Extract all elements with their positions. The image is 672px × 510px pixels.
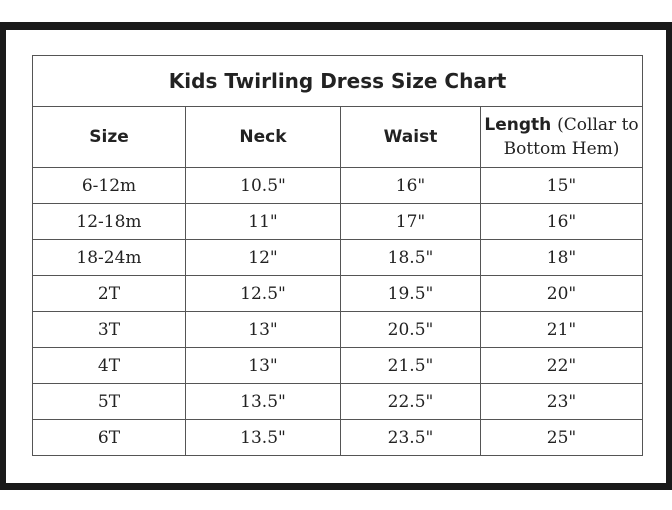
header-length [481,107,643,168]
cell-neck: 12" [186,240,341,276]
cell-neck: 12.5" [186,276,341,312]
cell-neck: 13.5" [186,384,341,420]
cell-waist: 19.5" [341,276,481,312]
cell-size: 2T [33,276,186,312]
cell-size: 6T [33,420,186,456]
cell-neck: 13" [186,312,341,348]
cell-neck: 13" [186,348,341,384]
cell-length: 22" [481,348,643,384]
table-row [33,240,643,276]
cell-length: 20" [481,276,643,312]
cell-waist: 17" [341,204,481,240]
table-body [33,168,643,456]
table-row [33,312,643,348]
cell-waist: 22.5" [341,384,481,420]
cell-size: 3T [33,312,186,348]
header-length-line2: Bottom Hem) [503,139,620,159]
cell-neck: 11" [186,204,341,240]
header-waist: Waist [341,107,481,168]
cell-length: 18" [481,240,643,276]
size-chart-table [32,55,643,456]
table-row [33,384,643,420]
table-row [33,420,643,456]
header-size: Size [33,107,186,168]
cell-waist: 20.5" [341,312,481,348]
cell-length: 25" [481,420,643,456]
cell-neck: 13.5" [186,420,341,456]
table-row [33,204,643,240]
cell-size: 18-24m [33,240,186,276]
table-row [33,348,643,384]
header-length-rest: (Collar to [557,115,639,135]
header-length-bold: Length [484,115,552,135]
header-neck: Neck [186,107,341,168]
cell-waist: 21.5" [341,348,481,384]
table-row [33,168,643,204]
chart-title: Kids Twirling Dress Size Chart [33,56,643,107]
cell-size: 6-12m [33,168,186,204]
cell-waist: 18.5" [341,240,481,276]
table-row [33,276,643,312]
cell-length: 21" [481,312,643,348]
cell-waist: 16" [341,168,481,204]
cell-length: 15" [481,168,643,204]
cell-waist: 23.5" [341,420,481,456]
title-row [33,56,643,107]
cell-neck: 10.5" [186,168,341,204]
header-row [33,107,643,168]
cell-size: 5T [33,384,186,420]
cell-size: 4T [33,348,186,384]
cell-length: 16" [481,204,643,240]
cell-length: 23" [481,384,643,420]
cell-size: 12-18m [33,204,186,240]
